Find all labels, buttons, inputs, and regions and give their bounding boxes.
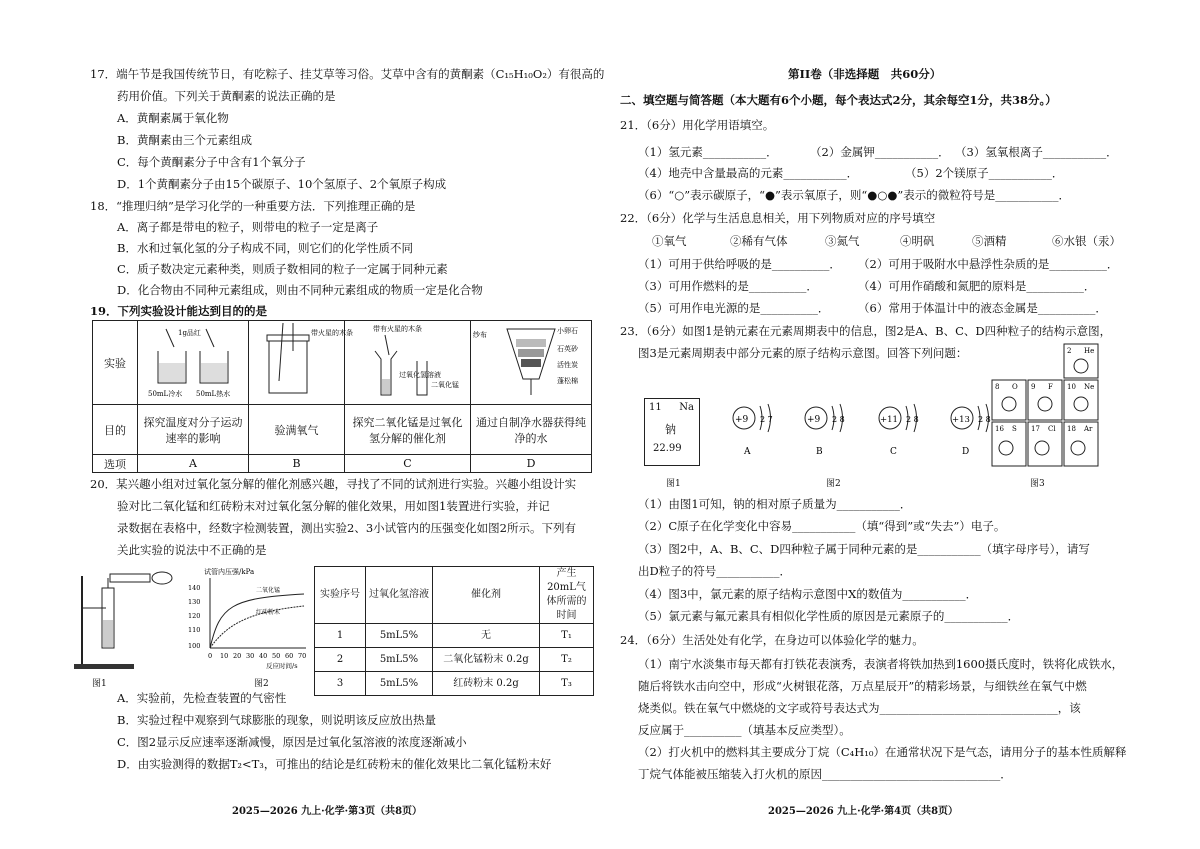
fig3-ar-symbol: Ar: [1084, 425, 1093, 433]
fig3-s-symbol: S: [1012, 425, 1017, 433]
q24-para-1c: 烧类似。铁在氧气中燃烧的文字或符号表达式为_______________________________，该: [638, 701, 1081, 715]
q18-option-c: C．质子数决定元素种类，则质子数相同的粒子一定属于同种元素: [117, 262, 448, 276]
q19-row-label-option: 选项: [93, 455, 138, 473]
q19-row-label-experiment: 实验: [93, 321, 138, 405]
figd-label-gauze: 纱布: [473, 331, 487, 339]
q20-stem-3: 录数据在表格中，经数字检测装置，测出实验2、3小试管内的压强变化如图2所示。下列有: [117, 521, 576, 535]
q19-purpose-b: 验满氧气: [249, 405, 345, 455]
fig2-xtick-60: 60: [285, 652, 294, 660]
q22-stem: 22．（6分）化学与生活息息相关，用下列物质对应的序号填空: [620, 211, 936, 225]
particle-c-label: C: [890, 447, 897, 457]
fig2-xtick-50: 50: [272, 652, 281, 660]
q24-para-2b: 丁烷气体能被压缩装入打火机的原因_______________________________．: [638, 767, 1012, 781]
fig2-xtick-30: 30: [246, 652, 255, 660]
fig2-x-axis-label: 反应时间/s: [266, 662, 298, 670]
figa-label-cold: 50mL冷水: [148, 390, 183, 398]
fig3-ne-symbol: Ne: [1084, 383, 1095, 391]
q20-figure-2: [186, 566, 312, 682]
q20-cell: 3: [315, 672, 366, 696]
right-page: [600, 0, 1200, 849]
q22-item-6: ⑥水银（汞）: [1052, 234, 1121, 248]
fig2-ytick-140: 140: [188, 584, 201, 592]
q24-para-1b: 随后将铁水击向空中，形成“火树银花落，万点星辰开”的精彩场景，与细铁丝在氧气中燃: [638, 679, 1087, 693]
fig3-f-number: 9: [1031, 383, 1036, 391]
q21-blank-5: （5）2个镁原子___________．: [905, 166, 1064, 180]
figd-label-pebble: 小卵石: [557, 327, 578, 335]
fig3-cl-number: 17: [1031, 425, 1040, 433]
q20-option-c: C．图2显示反应速率逐渐减慢，原因是过氧化氢溶液的浓度逐渐减小: [117, 735, 467, 749]
q23-figure-1-caption: 图1: [666, 479, 681, 489]
q23-figure-3: [984, 342, 1102, 474]
particle-c-nucleus: +11: [880, 415, 898, 425]
q19-figure-c: [345, 321, 471, 405]
q21-blank-3: （3）氢氧根离子___________．: [955, 145, 1118, 159]
fig3-he-symbol: He: [1084, 347, 1095, 355]
sodium-symbol: Na: [679, 402, 694, 413]
q20-cell: 5mL5%: [366, 624, 433, 648]
q19-figure-a: [138, 321, 249, 405]
q18-option-a: A．离子都是带电的粒子，则带电的粒子一定是离子: [117, 220, 379, 234]
fig3-o-number: 8: [995, 383, 1000, 391]
q19-option-b: B: [249, 455, 345, 473]
q22-item-1: ①氧气: [652, 234, 687, 248]
q19-table: [92, 320, 592, 473]
q21-stem: 21．（6分）用化学用语填空。: [620, 118, 775, 132]
q24-para-2a: （2）打火机中的燃料其主要成分丁烷（C₄H₁₀）在通常状况下是气态，请用分子的基本性质解释: [638, 745, 1127, 759]
q20-table-row: [315, 624, 594, 648]
q20-cell: T₃: [540, 672, 594, 696]
q17-option-b: B．黄酮素由三个元素组成: [117, 133, 252, 147]
q22-blank-6: （6）常用于体温计中的液态金属是__________．: [858, 301, 1107, 315]
figb-label-splint: 带火星的木条: [311, 329, 353, 337]
q20-cell: T₂: [540, 648, 594, 672]
particle-a-label: A: [744, 447, 751, 457]
sodium-name: 钠: [665, 423, 676, 436]
fig2-xtick-40: 40: [259, 652, 268, 660]
q24-stem: 24．（6分）生活处处有化学，在身边可以体验化学的魅力。: [620, 633, 924, 647]
q21-blank-4: （4）地壳中含量最高的元素___________．: [638, 166, 859, 180]
fig3-s-number: 16: [995, 425, 1004, 433]
q18-option-d: D．化合物由不同种元素组成，则由不同种元素组成的物质一定是化合物: [117, 283, 483, 297]
q19-figure-b: [249, 321, 353, 405]
fig3-ar-number: 18: [1067, 425, 1076, 433]
q20-cell: 二氧化锰粉末 0.2g: [433, 648, 540, 672]
particle-d-nucleus: +13: [952, 415, 970, 425]
particle-a-nucleus: +9: [735, 415, 749, 425]
sodium-atomic-number: 11: [649, 402, 662, 413]
figa-label-hot: 50mL热水: [196, 390, 231, 398]
fig3-ne-number: 10: [1067, 383, 1076, 391]
figd-label-cotton: 蓬松棉: [557, 377, 578, 385]
fig2-ytick-100: 100: [188, 642, 201, 650]
q17-option-d: D．1个黄酮素分子由15个碳原子、10个氢原子、2个氧原子构成: [117, 177, 447, 191]
q19-option-c: C: [345, 455, 471, 473]
figd-label-sand: 石英砂: [557, 345, 578, 353]
section-title: 第II卷（非选择题 共60分）: [788, 67, 942, 81]
figc-label-mno2: 二氧化锰: [431, 381, 459, 389]
fig2-ytick-130: 130: [188, 598, 201, 606]
q19-purpose-a: 探究温度对分子运动速率的影响: [138, 405, 249, 455]
q20-option-b: B．实验过程中观察到气球膨胀的现象，则说明该反应放出热量: [117, 713, 436, 727]
q19-option-d: D: [471, 455, 592, 473]
q22-blank-4: （4）可用作硝酸和氮肥的原料是__________．: [858, 279, 1096, 293]
q18-stem: 18．“推理归纳”是学习化学的一种重要方法．下列推理正确的是: [90, 199, 416, 213]
particle-d-label: D: [962, 447, 970, 457]
page-footer-right: 2025—2026 九上·化学·第4页（共8页）: [768, 806, 959, 817]
q22-blank-5: （5）可用作电光源的是__________．: [638, 301, 830, 315]
q17-option-a: A．黄酮素属于氧化物: [117, 111, 229, 125]
q23-answer-2: （2）C原子在化学变化中容易___________（填“得到”或“失去”）电子。: [638, 519, 1006, 533]
particle-b-nucleus: +9: [807, 415, 821, 425]
particle-d-shells: 2 8: [978, 415, 991, 424]
fig3-o-symbol: O: [1012, 383, 1018, 391]
q20-th-no: 实验序号: [315, 567, 366, 624]
figc-label-h2o2: 过氧化氢溶液: [399, 371, 441, 379]
q23-figure-2-caption: 图2: [826, 479, 841, 489]
q17-stem-2: 药用价值。下列关于黄酮素的说法正确的是: [117, 89, 336, 103]
fig2-xtick-10: 10: [220, 652, 229, 660]
fig2-y-axis-label: 试管内压强/kPa: [204, 568, 255, 576]
q23-figure-2: [718, 392, 1008, 462]
q20-th-time: 产生20mL气体所需的时间: [540, 567, 594, 624]
q21-blank-2: （2）金属钾___________．: [810, 145, 950, 159]
q20-th-catalyst: 催化剂: [433, 567, 540, 624]
q20-figure-1-caption: 图1: [92, 679, 107, 689]
figc-label-splint: 带有火星的木条: [373, 325, 422, 333]
fig2-ytick-120: 120: [188, 612, 201, 620]
q21-blank-1: （1）氢元素___________．: [638, 145, 778, 159]
q18-option-b: B．水和过氧化氢的分子构成不同，则它们的化学性质不同: [117, 241, 413, 255]
q23-figure-3-caption: 图3: [1030, 479, 1045, 489]
q22-item-5: ⑤酒精: [972, 234, 1007, 248]
q22-blank-3: （3）可用作燃料的是__________．: [638, 279, 818, 293]
q22-blank-1: （1）可用于供给呼吸的是__________．: [638, 257, 841, 271]
q23-stem-1: 23．（6分）如图1是钠元素在元素周期表中的信息，图2是A、B、C、D四种粒子的结构示意图，: [620, 324, 1112, 338]
q17-option-c: C．每个黄酮素分子中含有1个氧分子: [117, 155, 306, 169]
sodium-element-card: [644, 398, 700, 466]
q20-figure-1: [72, 568, 182, 682]
particle-a-shells: 2 7: [760, 415, 773, 424]
q22-item-2: ②稀有气体: [730, 234, 788, 248]
particle-c-shells: 2 8: [906, 415, 919, 424]
q20-cell: T₁: [540, 624, 594, 648]
q20-cell: 1: [315, 624, 366, 648]
q20-cell: 2: [315, 648, 366, 672]
q20-cell: 5mL5%: [366, 648, 433, 672]
q20-cell: 5mL5%: [366, 672, 433, 696]
fig2-series-mno2: 二氧化锰: [256, 587, 281, 594]
q20-th-solution: 过氧化氢溶液: [366, 567, 433, 624]
fig3-cl-symbol: Cl: [1048, 425, 1056, 433]
sodium-mass: 22.99: [653, 443, 682, 454]
q20-table-row: [315, 672, 594, 696]
q22-item-3: ③氮气: [825, 234, 860, 248]
fig3-he-number: 2: [1067, 347, 1072, 355]
figd-label-carbon: 活性炭: [557, 361, 578, 369]
q19-stem: 19．下列实验设计能达到目的的是: [90, 304, 268, 318]
q22-blank-2: （2）可用于吸附水中悬浮性杂质的是__________．: [858, 257, 1119, 271]
q20-option-d: D．由实验测得的数据T₂<T₃，可推出的结论是红砖粉末的催化效果比二氧化锰粉末好: [117, 757, 552, 771]
q20-stem-2: 验对比二氧化锰和红砖粉末对过氧化氢分解的催化效果，用如图1装置进行实验，并记: [117, 499, 550, 513]
q21-blank-6: （6）“○”表示碳原子，“●”表示氧原子，则“●○●”表示的微粒符号是___________．: [638, 188, 1071, 202]
q20-figure-2-caption: 图2: [254, 679, 269, 689]
particle-c: [879, 404, 919, 457]
q23-answer-5: （5）氯元素与氟元素具有相似化学性质的原因是元素原子的___________．: [638, 609, 1020, 623]
q24-para-1a: （1）南宁水淡集市每天都有打铁花表演秀，表演者将铁加热到1600摄氏度时，铁将化成铁水，: [638, 657, 1124, 671]
q23-answer-4: （4）图3中，氯元素的原子结构示意图中X的数值为___________．: [638, 587, 978, 601]
fig2-series-brick: 红砖粉末: [256, 609, 281, 616]
q23-answer-1: （1）由图1可知，钠的相对原子质量为___________．: [638, 497, 912, 511]
q20-stem-1: 20．某兴趣小组对过氧化氢分解的催化剂感兴趣，寻找了不同的试剂进行实验。兴趣小组设计实: [90, 477, 577, 491]
q19-purpose-d: 通过自制净水器获得纯净的水: [471, 405, 592, 455]
q20-option-a: A．实验前，先检查装置的气密性: [117, 691, 287, 705]
q19-figure-d: [471, 321, 592, 405]
fig2-ytick-110: 110: [188, 626, 201, 634]
particle-b-label: B: [816, 447, 823, 457]
page-footer-left: 2025—2026 九上·化学·第3页（共8页）: [232, 806, 423, 817]
q22-item-4: ④明矾: [900, 234, 935, 248]
q20-table: [314, 566, 594, 696]
q23-stem-2: 图3是元素周期表中部分元素的原子结构示意图。回答下列问题：: [638, 346, 968, 360]
q23-answer-3a: （3）图2中，A、B、C、D四种粒子属于同种元素的是___________（填字母序号），请写: [638, 542, 1090, 556]
q19-purpose-c: 探究二氧化锰是过氧化氢分解的催化剂: [345, 405, 471, 455]
q24-para-1d: 反应属于__________（填基本反应类型）。: [638, 723, 851, 737]
q20-table-row: [315, 648, 594, 672]
particle-b: [805, 404, 845, 457]
particle-b-shells: 2 8: [832, 415, 845, 424]
part2-title: 二、填空题与简答题（本大题有6个小题，每个表达式2分，其余每空1分，共38分。）: [620, 93, 1057, 107]
fig2-line-mno2: [210, 594, 304, 648]
fig3-f-symbol: F: [1048, 383, 1053, 391]
q20-cell: 红砖粉末 0.2g: [433, 672, 540, 696]
fig2-xtick-0: 0: [208, 652, 213, 660]
q19-row-label-purpose: 目的: [93, 405, 138, 455]
q19-option-a: A: [138, 455, 249, 473]
fig2-xtick-70: 70: [298, 652, 307, 660]
q20-stem-4: 关此实验的说法中不正确的是: [117, 543, 267, 557]
q23-answer-3b: 出D粒子的符号___________．: [638, 564, 791, 578]
particle-a: [733, 404, 773, 457]
q20-cell: 无: [433, 624, 540, 648]
figa-label-dye: 1g品红: [178, 329, 201, 337]
q17-stem-1: 17．端午节是我国传统节日，有吃粽子、挂艾草等习俗。艾草中含有的黄酮素（C₁₅H₁₀O₂）有很高的: [90, 67, 605, 81]
fig2-xtick-20: 20: [233, 652, 242, 660]
